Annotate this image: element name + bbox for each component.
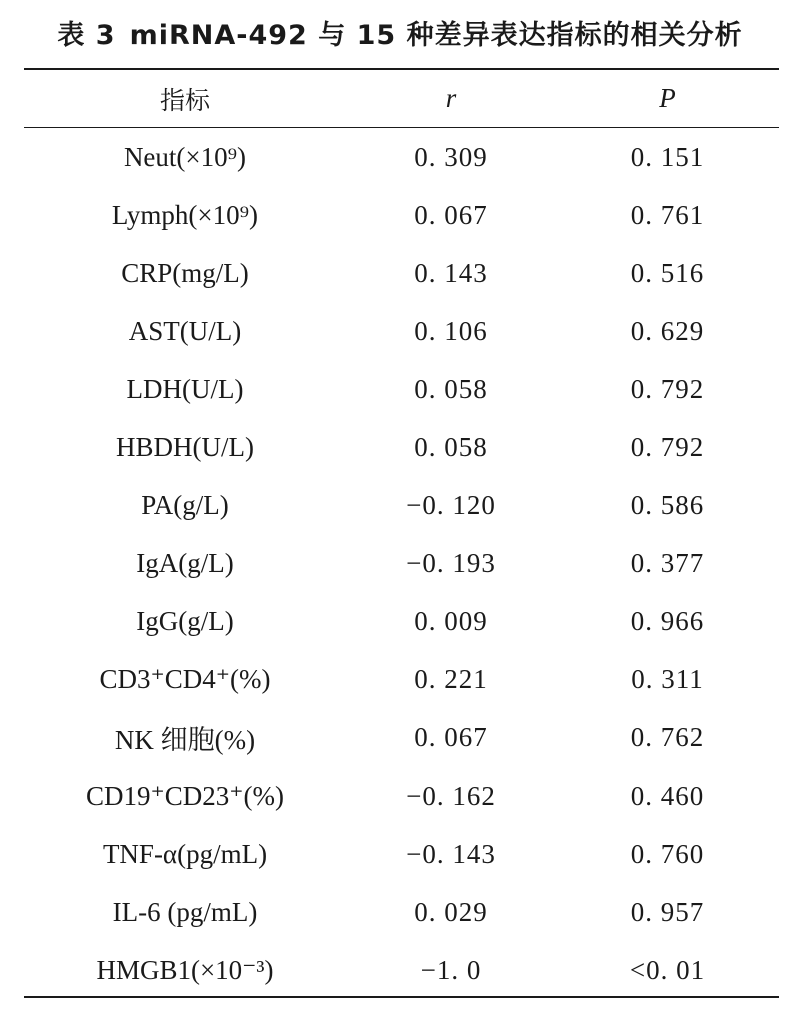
bottom-rule [24,996,779,998]
table-row [24,651,779,709]
cell-p: 0. 957 [630,896,705,927]
cell-p: 0. 377 [630,548,705,579]
table-row [24,941,779,999]
cell-r: 0. 029 [414,896,488,927]
table-title [0,14,800,58]
cell-p: <0. 01 [629,954,706,985]
table-row [24,302,779,360]
cell-p: 0. 460 [630,780,705,811]
cell-r: −0. 193 [406,548,496,579]
table-header [24,70,779,127]
cell-indicator: IgG(g/L) [136,606,234,637]
cell-r: 0. 067 [414,722,488,753]
cell-r: −1. 0 [420,954,482,985]
cell-indicator: HMGB1(×10⁻³) [96,954,274,985]
table-body [24,128,779,999]
cell-p: 0. 516 [630,257,705,288]
cell-p: 0. 966 [630,606,705,637]
cell-indicator: HBDH(U/L) [116,432,254,463]
header-p: P [659,83,676,113]
table-row [24,593,779,651]
cell-p: 0. 762 [630,722,705,753]
cell-indicator: PA(g/L) [141,490,229,521]
cell-indicator: LDH(U/L) [126,373,244,404]
cell-p: 0. 151 [630,141,705,172]
cell-p: 0. 761 [630,199,705,230]
cell-p: 0. 760 [630,838,705,869]
cell-indicator: CD19⁺CD23⁺(%) [86,780,284,811]
cell-indicator: TNF-α(pg/mL) [102,838,268,869]
cell-p: 0. 586 [630,490,705,521]
cell-p: 0. 629 [630,315,705,346]
table-row [24,128,779,186]
table-row [24,360,779,418]
table-row [24,477,779,535]
cell-r: 0. 058 [414,373,488,404]
header-indicator: 指标 [159,85,210,115]
cell-r: 0. 009 [414,606,488,637]
cell-r: 0. 221 [414,664,488,695]
cell-r: 0. 143 [414,257,488,288]
table-row [24,418,779,476]
cell-indicator: CD3⁺CD4⁺(%) [99,664,271,695]
header-r: r [445,83,457,113]
cell-r: −0. 143 [406,838,496,869]
cell-indicator: CRP(mg/L) [121,257,249,288]
cell-indicator: IgA(g/L) [136,548,234,579]
cell-indicator: AST(U/L) [128,315,242,346]
table-row [24,535,779,593]
table-row [24,825,779,883]
table-row [24,709,779,767]
cell-p: 0. 311 [631,664,704,695]
cell-r: 0. 309 [414,141,488,172]
table-row [24,883,779,941]
cell-p: 0. 792 [630,432,705,463]
cell-indicator: Lymph(×10⁹) [111,199,259,230]
cell-indicator: IL-6 (pg/mL) [112,896,258,927]
table-row [24,767,779,825]
table-row [24,186,779,244]
cell-p: 0. 792 [630,373,705,404]
cell-indicator: NK 细胞(%) [114,725,256,756]
cell-r: 0. 067 [414,199,488,230]
cell-r: 0. 058 [414,432,488,463]
cell-r: −0. 162 [406,780,496,811]
cell-indicator: Neut(×10⁹) [123,141,247,172]
cell-r: −0. 120 [406,490,496,521]
table-row [24,244,779,302]
table-caption: miRNA-492 与 15 种差异表达指标的相关分析 [129,20,743,51]
table-number: 表 3 [57,20,116,51]
cell-r: 0. 106 [414,315,488,346]
